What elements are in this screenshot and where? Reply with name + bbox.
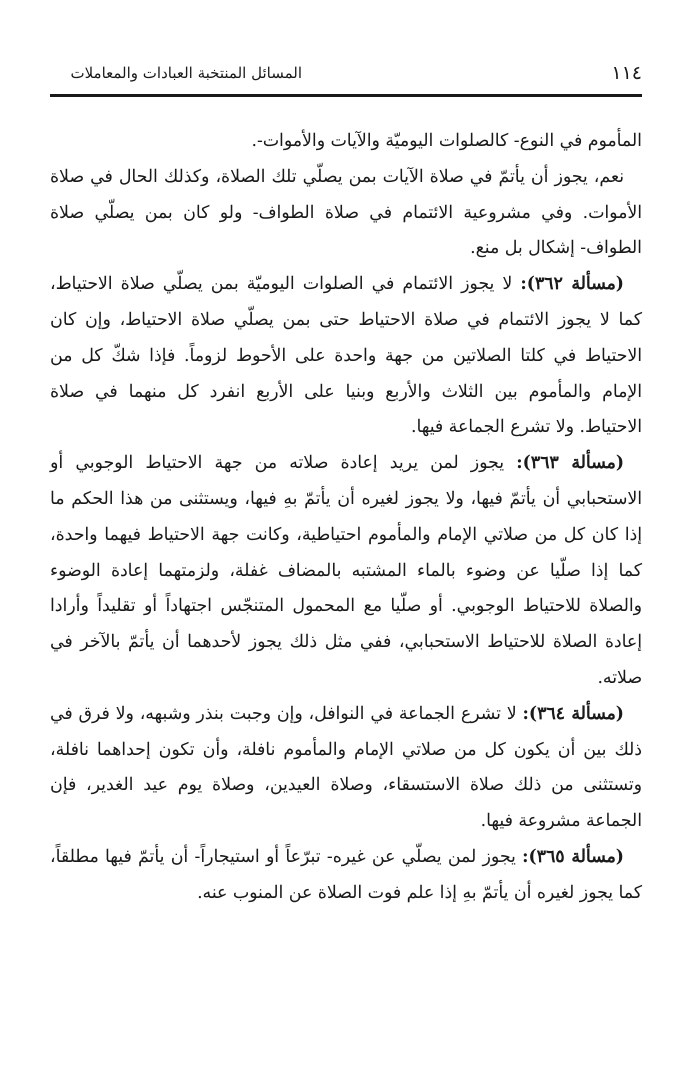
masala-365	[50, 840, 642, 912]
masala-363	[50, 446, 642, 697]
masala-362	[50, 267, 642, 446]
masala-362-label: (مسألة ٣٦٢):	[520, 274, 624, 295]
paragraph-continuation: المأموم في النوع- كالصلوات اليوميّة والآيات والأموات-.	[251, 131, 642, 151]
masala-362-text: لا يجوز الائتمام في الصلوات اليوميّة بمن يصلّي صلاة الاحتياط، كما لا يجوز الائتمام في صلاة الاحتياط حتى بمن يصلّي صلاة الاحتياط، وإن كان الاحتياط في كلتا الصلاتين من جهة واحدة على الأحوط لزوماً. فإذا شكّ كل من الإمام والمأموم بين الثلاث والأربع وبنيا على الأربع انفرد كل منهما في صلاة الاحتياط. ولا تشرع الجماعة فيها.	[50, 274, 642, 438]
page-header	[50, 60, 642, 97]
indent	[624, 167, 642, 187]
indent	[624, 847, 642, 867]
masala-363-text: يجوز لمن يريد إعادة صلاته من جهة الاحتياط الوجوبي أو الاستحبابي أن يأتمّ فيها، ولا يجوز لغيره أن يأتمّ بهِ فيها، ويستثنى من هذا الحكم ما إذا كان كل من صلاتي الإمام والمأموم احتياطية، وكانت جهة الاحتياط فيهما واحدة، كما إذا صلّيا عن وضوء بالماء المشتبه بالمضاف غفلة، ولزمتهما إعادة الوضوء والصلاة للاحتياط الوجوبي. أو صلّيا مع المحمول المتنجّس اجتهاداً أو تقليداً وأرادا إعادة الصلاة للاحتياط الاستحبابي، ففي مثل ذلك يجوز لأحدهما أن يأتمّ بالآخر في صلاته.	[50, 453, 642, 688]
running-title: المسائل المنتخبة العبادات والمعاملات	[70, 64, 302, 82]
page-number: ١١٤	[611, 62, 642, 84]
paragraph-nam-text: نعم، يجوز أن يأتمّ في صلاة الآيات بمن يصلّي تلك الصلاة، وكذلك الحال في صلاة الأموات. وفي مشروعية الائتمام في صلاة الطواف- ولو كان بمن يصلّي صلاة الطواف- إشكال بل منع.	[50, 166, 642, 259]
masala-364	[50, 697, 642, 840]
page-body	[50, 124, 642, 912]
indent	[624, 453, 642, 473]
masala-364-text: لا تشرع الجماعة في النوافل، وإن وجبت بنذر وشبهه، ولا فرق في ذلك بين أن يكون كل من صلاتي الإمام والمأموم نافلة، وأن تكون إحداهما نافلة، وتستثنى من ذلك صلاة الاستسقاء، وصلاة العيدين، وصلاة يوم عيد الغدير، فإن الجماعة مشروعة فيها.	[50, 703, 642, 832]
indent	[624, 704, 642, 724]
masala-365-text: يجوز لمن يصلّي عن غيره- تبرّعاً أو استيجاراً- أن يأتمّ فيها مطلقاً، كما يجوز لغيره أن يأتمّ بهِ إذا علم فوت الصلاة عن المنوب عنه.	[50, 846, 642, 903]
masala-363-label: (مسألة ٣٦٣):	[516, 453, 624, 474]
paragraph-nam	[50, 160, 642, 267]
masala-364-label: (مسألة ٣٦٤):	[522, 703, 624, 724]
indent	[624, 274, 642, 294]
masala-365-label: (مسألة ٣٦٥):	[522, 846, 624, 867]
